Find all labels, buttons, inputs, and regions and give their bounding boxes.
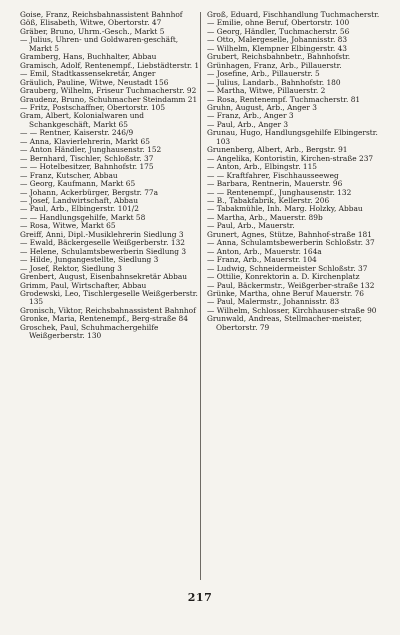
directory-entry: Grimm, Paul, Wirtschafter, Abbau xyxy=(20,281,147,290)
directory-entry: — Emilie, ohne Beruf, Obertorstr. 100 xyxy=(207,19,350,28)
column-divider xyxy=(200,12,201,580)
directory-entry: Grunau, Hugo, Handlungsgehilfe Elbingerstr. 103 xyxy=(207,129,378,146)
page-number: 217 xyxy=(187,591,213,604)
right-column xyxy=(207,11,389,332)
directory-entry: Groschek, Paul, Schuhmachergehilfe Weißgerberstr. 130 xyxy=(20,323,159,341)
directory-entry: Goise, Franz, Reichsbahnassistent Bahnhof xyxy=(20,11,183,19)
directory-entry: — Emil, Stadtkassensekretär, Anger xyxy=(20,70,156,79)
directory-entry: Grunwald, Andreas, Stellmacher-meister, Obertorstr. 79 xyxy=(207,315,362,332)
directory-entry: — Josef, Landwirtschaft, Abbau xyxy=(20,196,138,205)
directory-entry: — Angelika, Kontoristin, Kirchen-straße 237 xyxy=(207,154,374,163)
directory-entry: — Barbara, Rentnerin, Mauerstr. 96 xyxy=(207,180,343,189)
directory-entry: Groß, Eduard, Fischhandlung Tuchmacherstr. xyxy=(207,11,380,19)
directory-entry: — — Hotelbesitzer, Bahnhofstr. 175 xyxy=(20,163,154,172)
directory-entry: Gronke, Maria, Rentenempf., Berg-straße 84 xyxy=(20,315,188,324)
directory-entry: Gramisch, Adolf, Rentenempf., Liebstädterstr. 1 xyxy=(20,61,200,70)
directory-entry: Graudenz, Bruno, Schuhmacher Steindamm 21 xyxy=(20,95,198,104)
directory-entry: — Anton, Arb., Mauerstr. 164a xyxy=(207,247,322,256)
directory-entry: — Anna, Schulamtsbewerberin Schloßstr. 37 xyxy=(207,239,375,248)
directory-entry: — Ludwig, Schneidermeister Schloßstr. 37 xyxy=(207,264,368,273)
directory-entry: — Bernhard, Tischler, Schloßstr. 37 xyxy=(20,154,154,163)
directory-entry: — Otto, Malergeselle, Johannisstr. 83 xyxy=(207,36,348,45)
directory-entry: Gruhn, August, Arb., Anger 3 xyxy=(207,103,317,112)
directory-entry: — Anna, Klavierlehrerin, Markt 65 xyxy=(20,137,150,146)
directory-entry: Gramberg, Hans, Buchhalter, Abbau xyxy=(20,53,157,62)
directory-entry: — Helene, Schulamtsbewerberin Siedlung 3 xyxy=(20,247,187,256)
directory-entry: Grünhagen, Franz, Arb., Pillauerstr. xyxy=(207,61,342,70)
directory-entry: Grauberg, Wilhelm, Friseur Tuchmacherstr. 92 xyxy=(20,87,197,96)
directory-entry: — — Handlungsgehilfe, Markt 58 xyxy=(20,213,146,222)
directory-entry: Gronisch, Viktor, Reichsbahnassistent Bahnhof xyxy=(20,306,196,315)
directory-entry: — Franz, Arb., Mauerstr. 104 xyxy=(207,256,317,265)
directory-entry: — Paul, Arb., Elbingerstr. 101/2 xyxy=(20,205,139,214)
directory-entry: — Hilde, Jungangestellte, Siedlung 3 xyxy=(20,256,159,265)
directory-entry: — Paul, Bäckermstr., Weißgerber-straße 132 xyxy=(207,281,375,290)
directory-entry: Grodewski, Leo, Tischlergeselle Weißgerberstr. 135 xyxy=(20,289,198,307)
directory-entry: — Rosa, Rentenempf. Tuchmacherstr. 81 xyxy=(207,95,361,104)
directory-entry: — Ottilie, Konrektorin a. D. Kirchenplatz xyxy=(207,273,360,282)
directory-entry: — B., Tabakfabrik, Kellerstr. 206 xyxy=(207,196,330,205)
directory-entry: — — Rentenempf., Junghausenstr. 132 xyxy=(207,188,352,197)
directory-entry: — Franz, Arb., Anger 3 xyxy=(207,112,294,121)
directory-entry: — Franz, Kutscher, Abbau xyxy=(20,171,118,180)
directory-entry: — Anton Händler, Junghausenstr. 152 xyxy=(20,146,162,155)
directory-entry: — Paul, Malermstr., Johannisstr. 83 xyxy=(207,298,340,307)
directory-entry: — Josefine, Arb., Pillauerstr. 5 xyxy=(207,70,320,79)
directory-entry: — Martha, Witwe, Pillauerstr. 2 xyxy=(207,87,326,96)
directory-entry: — Tabakmühle, Inh. Marg. Holzky, Abbau xyxy=(207,205,363,214)
directory-entry: — Wilhelm, Klempner Elbingerstr. 43 xyxy=(207,44,347,53)
directory-entry: — Julius, Uhren- und Goldwaren-geschäft, Markt 5 xyxy=(20,36,179,53)
directory-entry: Grenbert, August, Eisenbahnsekretär Abbau xyxy=(20,273,188,282)
directory-entry: — Ewald, Bäckergeselle Weißgerberstr. 132 xyxy=(20,239,185,248)
directory-entry: Gräber, Bruno, Uhrm.-Gesch., Markt 5 xyxy=(20,27,165,36)
directory-entry: — Georg, Kaufmann, Markt 65 xyxy=(20,180,136,189)
directory-entry: Gram, Albert, Kolonialwaren und Schankgeschäft, Markt 65 xyxy=(20,112,145,129)
directory-entry: — Anton, Arb., Elbingstr. 115 xyxy=(207,163,317,172)
directory-entry: Göß, Elisabeth, Witwe, Obertorstr. 47 xyxy=(20,19,162,28)
directory-entry: — — Kraftfahrer, Fischhausseeweg xyxy=(207,171,339,180)
left-column xyxy=(20,11,202,341)
directory-entry: — Paul, Arb., Anger 3 xyxy=(207,120,289,129)
directory-entry: — Josef, Rektor, Siedlung 3 xyxy=(20,264,122,273)
directory-entry: — Georg, Händler, Tuchmacherstr. 56 xyxy=(207,27,350,36)
directory-entry: Grunenberg, Albert, Arb., Bergstr. 91 xyxy=(207,146,348,155)
directory-entry: — — Rentner, Kaiserstr. 246/9 xyxy=(20,129,134,138)
directory-entry: Gräulich, Pauline, Witwe, Neustadt 156 xyxy=(20,78,169,87)
directory-entry: — Paul, Arb., Mauerstr. xyxy=(207,222,295,231)
directory-entry: Grunert, Agnes, Stütze, Bahnhof-straße 181 xyxy=(207,230,372,239)
directory-entry: — Johann, Ackerbürger, Bergstr. 77a xyxy=(20,188,159,197)
directory-entry: — Rosa, Witwe, Markt 65 xyxy=(20,222,116,231)
directory-entry: — Wilhelm, Schlosser, Kirchhauser-straße 90 xyxy=(207,306,377,315)
directory-entry: — Fritz, Postschaffner, Obertorstr. 105 xyxy=(20,103,166,112)
directory-entry: — Martha, Arb., Mauerstr. 89b xyxy=(207,213,323,222)
directory-entry: Grubert, Reichsbahnbetr., Bahnhofstr. xyxy=(207,53,351,62)
directory-entry: — Julius, Landarb., Bahnhofstr. 180 xyxy=(207,78,341,87)
directory-entry: Grünke, Martha, ohne Beruf Mauerstr. 76 xyxy=(207,289,364,298)
directory-entry: Greiff, Anni, Dipl.-Musiklehrerin Siedlung 3 xyxy=(20,230,184,239)
